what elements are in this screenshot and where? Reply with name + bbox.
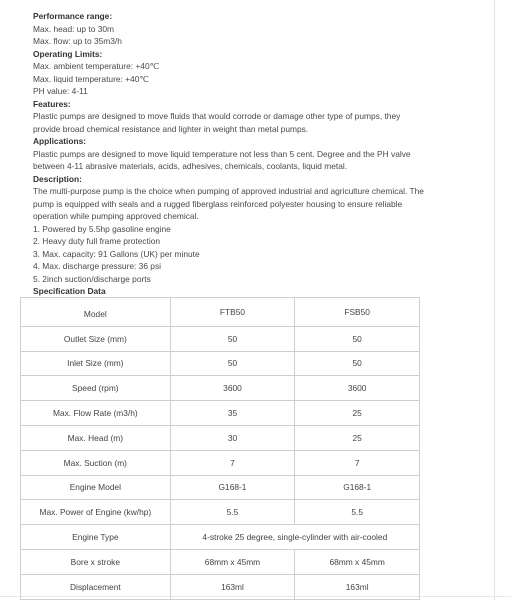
table-row	[21, 525, 420, 550]
table-cell: 50	[295, 351, 420, 376]
table-row	[21, 500, 420, 525]
table-cell: 30	[170, 425, 295, 450]
table-row	[21, 401, 420, 426]
table-cell: 50	[170, 351, 295, 376]
table-cell: 163ml	[295, 574, 420, 599]
table-cell: 25	[295, 401, 420, 426]
applications-text-line-2: between 4-11 abrasive materials, acids, adhesives, chemicals, coolants, liquid metal.	[33, 161, 348, 171]
feature-list-item: 5. 2inch suction/discharge ports	[33, 273, 151, 284]
table-row	[21, 425, 420, 450]
feature-list-item: 3. Max. capacity: 91 Gallons (UK) per minute	[33, 248, 200, 259]
description-text-line-3: operation while pumping approved chemical.	[33, 211, 199, 221]
features-text-line-2: provide broad chemical resistance and lighter in weight than metal pumps.	[33, 123, 309, 134]
ambient-temperature-text: Max. ambient temperature: +40℃	[33, 61, 160, 71]
table-row	[21, 475, 420, 500]
table-row	[21, 574, 420, 599]
table-header-cell: Model	[21, 298, 171, 327]
table-cell: Engine Type	[21, 525, 171, 550]
table-cell: Inlet Size (mm)	[21, 351, 171, 376]
table-cell: Max. Suction (m)	[21, 450, 171, 475]
table-cell: Max. Power of Engine (kw/hp)	[21, 500, 171, 525]
applications-text-line-1: Plastic pumps are designed to move liquid temperature not less than 5 cent. Degree and the PH valve	[33, 148, 411, 159]
table-cell: 35	[170, 401, 295, 426]
table-header-cell: FTB50	[170, 298, 295, 327]
table-cell: 68mm x 45mm	[295, 549, 420, 574]
max-head-text: Max. head: up to 30m	[33, 23, 115, 34]
features-heading: Features:	[33, 98, 71, 109]
table-cell: 50	[170, 326, 295, 351]
liquid-temperature-text: Max. liquid temperature: +40℃	[33, 73, 149, 84]
description-text-line-1: The multi-purpose pump is the choice when pumping of approved industrial and agriculture chemical. The	[33, 186, 424, 196]
ph-value-text: PH value: 4-11	[33, 86, 88, 96]
applications-heading: Applications:	[33, 136, 87, 146]
table-cell: G168-1	[295, 475, 420, 500]
table-row	[21, 351, 420, 376]
right-border-line	[494, 0, 495, 600]
table-cell: 25	[295, 425, 420, 450]
table-cell: Bore x stroke	[21, 549, 171, 574]
specification-table	[20, 297, 420, 600]
operating-limits-heading: Operating Limits:	[33, 48, 103, 59]
table-cell: 163ml	[170, 574, 295, 599]
table-cell: 3600	[170, 376, 295, 401]
table-cell-merged: 4-stroke 25 degree, single-cylinder with air-cooled	[170, 525, 419, 550]
table-cell: 3600	[295, 376, 420, 401]
product-description	[33, 10, 473, 298]
table-row	[21, 450, 420, 475]
feature-list-item: 2. Heavy duty full frame protection	[33, 236, 161, 246]
table-cell: 50	[295, 326, 420, 351]
table-cell: Max. Flow Rate (m3/h)	[21, 401, 171, 426]
table-cell: 7	[170, 450, 295, 475]
table-row	[21, 376, 420, 401]
feature-list-item: 4. Max. discharge pressure: 36 psi	[33, 261, 162, 271]
table-cell: 5.5	[295, 500, 420, 525]
table-row	[21, 326, 420, 351]
performance-heading: Performance range:	[33, 11, 113, 21]
table-header-cell: FSB50	[295, 298, 420, 327]
description-heading: Description:	[33, 173, 82, 184]
feature-list-item: 1. Powered by 5.5hp gasoline engine	[33, 223, 171, 234]
table-cell: Max. Head (m)	[21, 425, 171, 450]
table-cell: Outlet Size (mm)	[21, 326, 171, 351]
table-cell: Speed (rpm)	[21, 376, 171, 401]
max-flow-text: Max. flow: up to 35m3/h	[33, 36, 122, 46]
table-cell: 5.5	[170, 500, 295, 525]
table-header-row	[21, 298, 420, 327]
table-cell: Displacement	[21, 574, 171, 599]
features-text-line-1: Plastic pumps are designed to move fluids that would corrode or damage other type of pumps, they	[33, 111, 401, 121]
table-cell: G168-1	[170, 475, 295, 500]
table-cell: 68mm x 45mm	[170, 549, 295, 574]
specification-heading: Specification Data	[33, 286, 106, 296]
table-cell: 7	[295, 450, 420, 475]
table-cell: Engine Model	[21, 475, 171, 500]
table-row	[21, 549, 420, 574]
description-text-line-2: pump is equipped with seals and a rugged fiberglass reinforced polyester housing to ensure reliable	[33, 198, 403, 209]
